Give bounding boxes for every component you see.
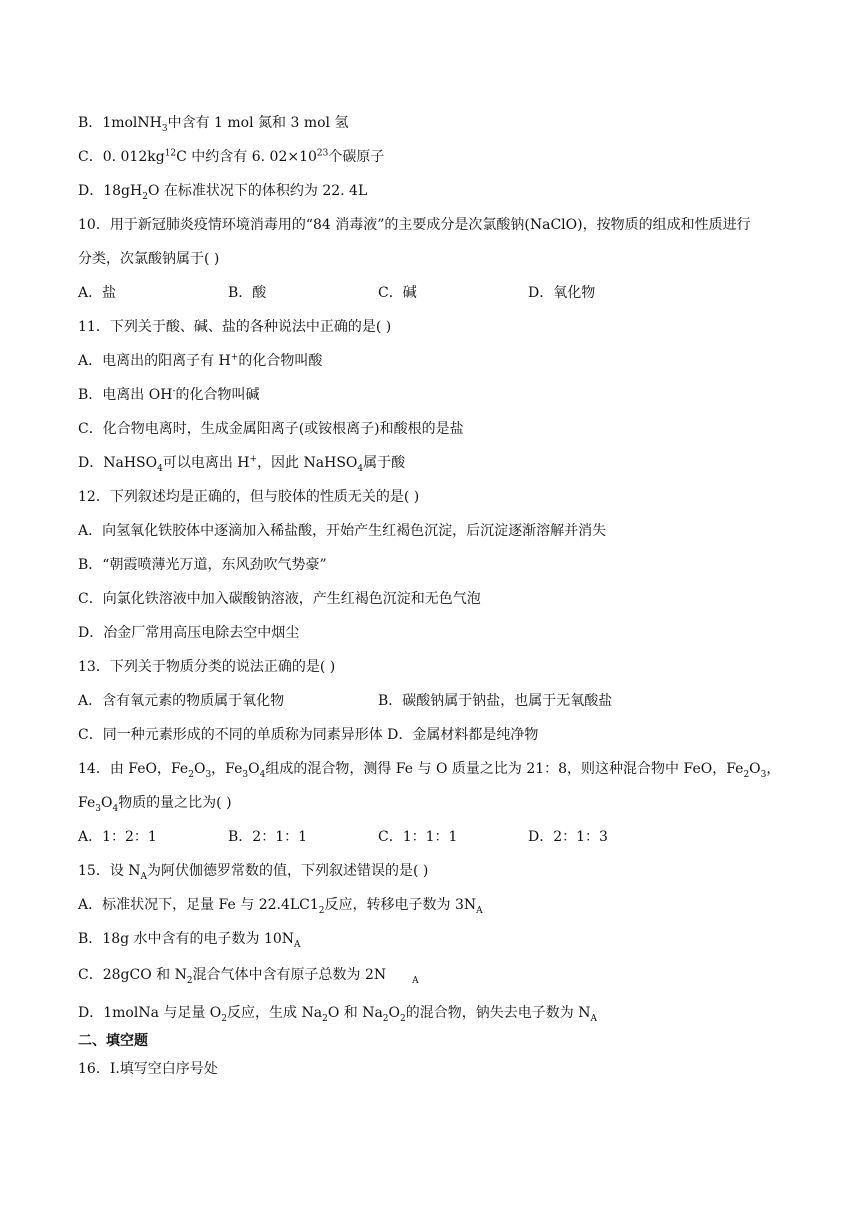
text: C．0. 012kg [78, 149, 165, 165]
q14-stem-line1 [78, 760, 780, 778]
q14-stem-line2 [78, 794, 232, 812]
subscript: 4 [112, 803, 119, 814]
subscript: 3 [242, 769, 249, 780]
q12-option-c: C．向氯化铁溶液中加入碳酸钠溶液，产生红褐色沉淀和无色气泡 [78, 591, 481, 607]
q14-option-a: A．1：2：1 [78, 829, 157, 845]
subscript: 3 [205, 769, 212, 780]
subscript: 2 [743, 769, 750, 780]
text: 的混合物，钠失去电子数为 N [405, 1005, 591, 1021]
text: A．标准状况下，足量 Fe 与 22.4LC1 [78, 897, 319, 913]
text: O [388, 1005, 401, 1021]
subscript: A [140, 871, 148, 882]
q9-option-c [78, 148, 384, 166]
text: B．18g 水中含有的电子数为 10N [78, 931, 295, 947]
text: 14．由 FeO，Fe [78, 761, 189, 777]
text: ，因此 NaHSO [257, 455, 358, 471]
superscript: + [230, 352, 239, 363]
text: 为阿伏伽德罗常数的值，下列叙述错误的是( ) [147, 863, 429, 879]
q15-option-b [78, 930, 301, 948]
text: 的化合物叫酸 [238, 353, 323, 369]
subscript: 2 [186, 975, 193, 986]
text: 属于酸 [363, 455, 406, 471]
q15-option-c [78, 966, 419, 986]
q10-option-c: C．碱 [378, 285, 417, 301]
subscript: 4 [357, 463, 364, 474]
subscript: 2 [221, 1013, 228, 1024]
q14-option-d: D．2：1：3 [528, 829, 608, 845]
q14-option-c: C．1：1：1 [378, 829, 458, 845]
subscript: 2 [142, 191, 148, 202]
subscript: A [476, 905, 483, 916]
text: B．1molNH [78, 115, 162, 131]
q16-stem: 16．I.填写空白序号处 [78, 1061, 218, 1077]
subscript: 4 [157, 463, 163, 474]
text: C．28gCO 和 N [78, 967, 187, 983]
text: Fe [78, 795, 96, 811]
text: C 中约含有 6. 02×10 [176, 149, 317, 165]
q11-option-c: C．化合物电离时，生成金属阳离子(或铵根离子)和酸根的是盐 [78, 421, 464, 437]
text: 可以电离出 H [162, 455, 250, 471]
q15-option-a [78, 896, 483, 914]
q11-option-d [78, 454, 405, 472]
text: B．电离出 OH [78, 387, 173, 403]
subscript: A [590, 1013, 597, 1024]
q13-stem: 13．下列关于物质分类的说法正确的是( ) [78, 659, 336, 675]
q13-option-a: A．含有氧元素的物质属于氧化物 [78, 693, 285, 709]
subscript: 2 [322, 1013, 328, 1024]
q10-option-d: D．氧化物 [528, 285, 596, 301]
text: O [100, 795, 113, 811]
q12-option-b: B．“朝霞喷薄光万道，东风劲吹气势豪” [78, 557, 327, 573]
text: O [248, 761, 260, 777]
q11-option-a [78, 352, 322, 370]
q12-option-a: A．向氢氧化铁胶体中逐滴加入稀盐酸，开始产生红褐色沉淀，后沉淀逐渐溶解并消失 [78, 523, 607, 539]
text: D．1molNa 与足量 O [78, 1005, 222, 1021]
q12-option-d: D．冶金厂常用高压电除去空中烟尘 [78, 625, 300, 641]
subscript: 3 [760, 769, 767, 780]
subscript: A [412, 976, 419, 986]
subscript: 2 [382, 1013, 389, 1024]
text: 的化合物叫碱 [175, 387, 260, 403]
text: 反应，生成 Na [227, 1005, 323, 1021]
subscript: 3 [161, 123, 168, 134]
q12-stem: 12．下列叙述均是正确的，但与胶体的性质无关的是( ) [78, 489, 420, 505]
q10-stem-line2: 分类，次氯酸钠属于( ) [78, 251, 220, 267]
text: O [749, 761, 761, 777]
subscript: 2 [188, 769, 194, 780]
superscript: 12 [164, 148, 177, 159]
text: O [193, 761, 206, 777]
subscript: 2 [400, 1013, 406, 1024]
text: O 在标准状况下的体积约为 22. 4L [147, 183, 368, 199]
text: ，Fe [211, 761, 243, 777]
text: 组成的混合物，测得 Fe 与 O 质量之比为 21：8，则这种混合物中 FeO，Fe [265, 761, 744, 777]
subscript: 4 [259, 769, 266, 780]
superscript: 23 [316, 148, 329, 159]
q9-option-b [78, 114, 348, 132]
text: 15．设 N [78, 863, 141, 879]
superscript: - [172, 386, 176, 397]
text: D．18gH [78, 183, 143, 199]
q13-option-b: B．碳酸钠属于钠盐，也属于无氧酸盐 [378, 693, 613, 709]
text: 个碳原子 [328, 149, 385, 165]
subscript: 2 [318, 905, 325, 916]
text: 反应，转移电子数为 3N [324, 897, 477, 913]
text: 中含有 1 mol 氮和 3 mol 氢 [167, 115, 349, 131]
text: A．电离出的阳离子有 H [78, 353, 231, 369]
q9-option-d [78, 182, 367, 200]
section-heading: 二、填空题 [78, 1033, 148, 1049]
q11-stem: 11．下列关于酸、碱、盐的各种说法中正确的是( ) [78, 319, 392, 335]
text: 混合气体中含有原子总数为 2N [192, 967, 387, 983]
text: D．NaHSO [78, 455, 158, 471]
q15-stem [78, 862, 428, 880]
q10-option-a: A．盐 [78, 285, 117, 301]
q13-option-cd: C．同一种元素形成的不同的单质称为同素异形体 D．金属材料都是纯净物 [78, 727, 539, 743]
subscript: 3 [95, 803, 101, 814]
text: ， [766, 761, 781, 777]
subscript: A [294, 939, 301, 950]
q15-option-d [78, 1004, 597, 1022]
q10-stem-line1: 10．用于新冠肺炎疫情环境消毒用的“84 消毒液”的主要成分是次氯酸钠(NaClO)，按物质的组成和性质进行 [78, 217, 751, 233]
superscript: + [249, 454, 258, 465]
q14-option-b: B．2：1：1 [228, 829, 308, 845]
text: O 和 Na [327, 1005, 383, 1021]
text: 物质的量之比为( ) [118, 795, 232, 811]
q10-option-b: B．酸 [228, 285, 267, 301]
q11-option-b [78, 386, 259, 404]
